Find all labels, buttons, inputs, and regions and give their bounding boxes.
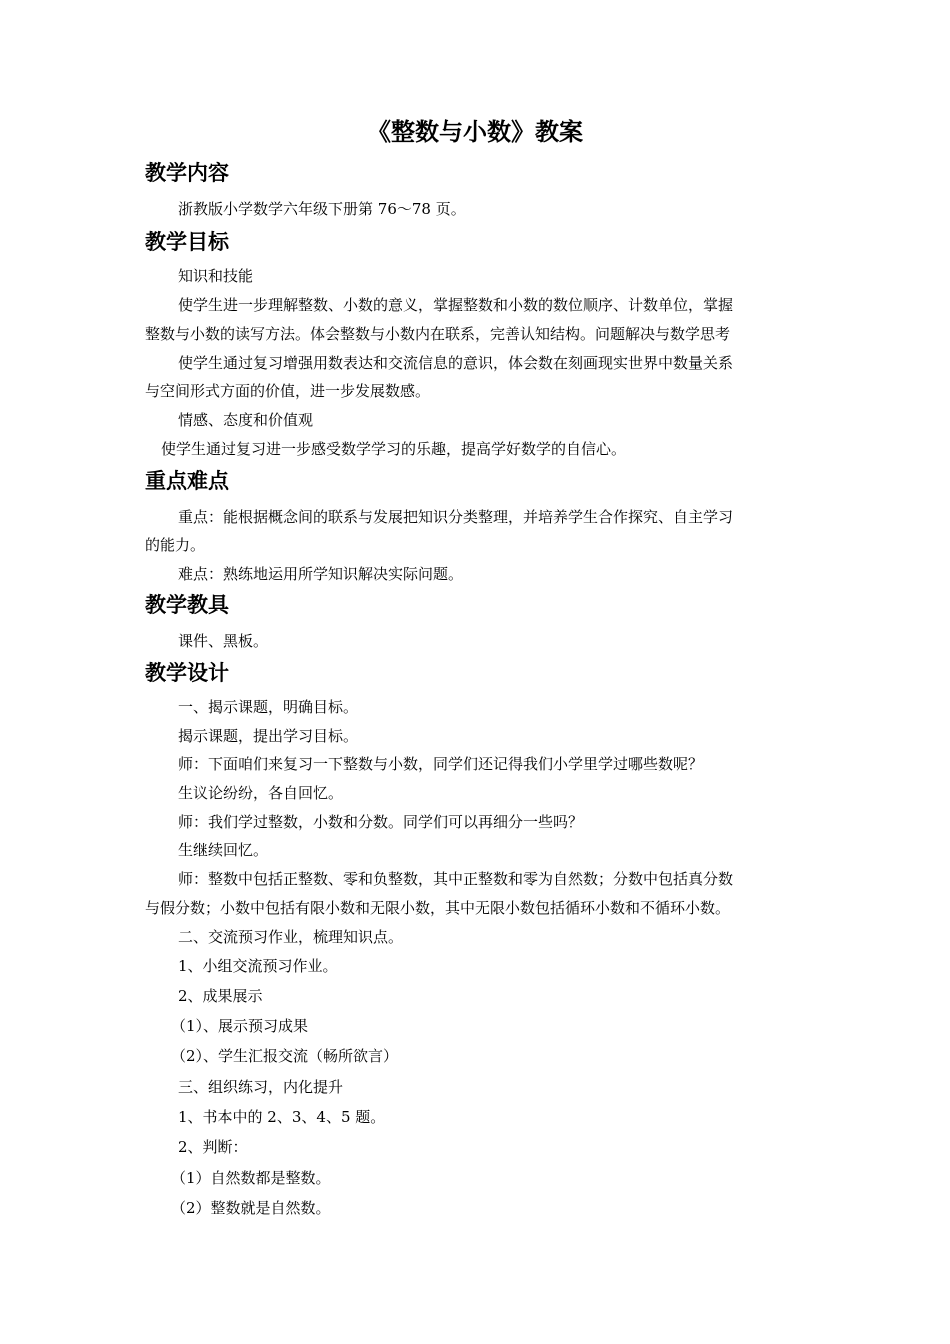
heading-teaching-design: 教学设计 [145,661,229,685]
paragraph: 使学生进一步理解整数、小数的意义，掌握整数和小数的数位顺序、计数单位，掌握 [178,296,734,314]
paragraph: 的能力。 [145,536,206,554]
paragraph: 课件、黑板。 [178,632,269,650]
design-line: 一、揭示课题，明确目标。 [178,698,359,716]
design-line: 生议论纷纷，各自回忆。 [178,784,344,802]
design-line: （2）整数就是自然数。 [171,1199,331,1217]
paragraph: 情感、态度和价值观 [178,411,314,429]
design-line: 师：下面咱们来复习一下整数与小数，同学们还记得我们小学里学过哪些数呢？ [178,755,704,773]
paragraph: 整数与小数的读写方法。体会整数与小数内在联系，完善认知结构。问题解决与数学思考 [145,325,731,343]
design-line: 生继续回忆。 [178,841,269,859]
design-line: 2、判断： [178,1138,248,1156]
design-line: 与假分数；小数中包括有限小数和无限小数，其中无限小数包括循环小数和不循环小数。 [145,899,731,917]
paragraph: 使学生通过复习增强用数表达和交流信息的意识，体会数在刻画现实世界中数量关系 [178,354,734,372]
design-line: 揭示课题，提出学习目标。 [178,727,359,745]
design-line: 1、书本中的 2、3、4、5 题。 [178,1108,386,1126]
heading-teaching-content: 教学内容 [145,161,229,185]
design-line: 2、成果展示 [178,987,263,1005]
paragraph: 知识和技能 [178,267,254,285]
design-line: 二、交流预习作业，梳理知识点。 [178,928,404,946]
paragraph: 与空间形式方面的价值，进一步发展数感。 [145,382,431,400]
document-title: 《整数与小数》教案 [367,118,583,146]
design-line: 1、小组交流预习作业。 [178,957,338,975]
paragraph: 难点：熟练地运用所学知识解决实际问题。 [178,565,464,583]
paragraph: 浙教版小学数学六年级下册第 76～78 页。 [178,200,466,218]
heading-teaching-tools: 教学教具 [145,593,229,617]
design-line: （2）、学生汇报交流（畅所欲言） [171,1047,399,1065]
paragraph: 重点：能根据概念间的联系与发展把知识分类整理，并培养学生合作探究、自主学习 [178,508,734,526]
design-line: 三、组织练习，内化提升 [178,1078,344,1096]
design-line: 师：整数中包括正整数、零和负整数，其中正整数和零为自然数；分数中包括真分数 [178,870,734,888]
design-line: 师：我们学过整数，小数和分数。同学们可以再细分一些吗？ [178,813,584,831]
paragraph: 使学生通过复习进一步感受数学学习的乐趣，提高学好数学的自信心。 [161,440,627,458]
heading-teaching-goals: 教学目标 [145,230,229,254]
design-line: （1）自然数都是整数。 [171,1169,331,1187]
heading-key-points: 重点难点 [145,469,229,493]
design-line: （1）、展示预习成果 [171,1017,309,1035]
